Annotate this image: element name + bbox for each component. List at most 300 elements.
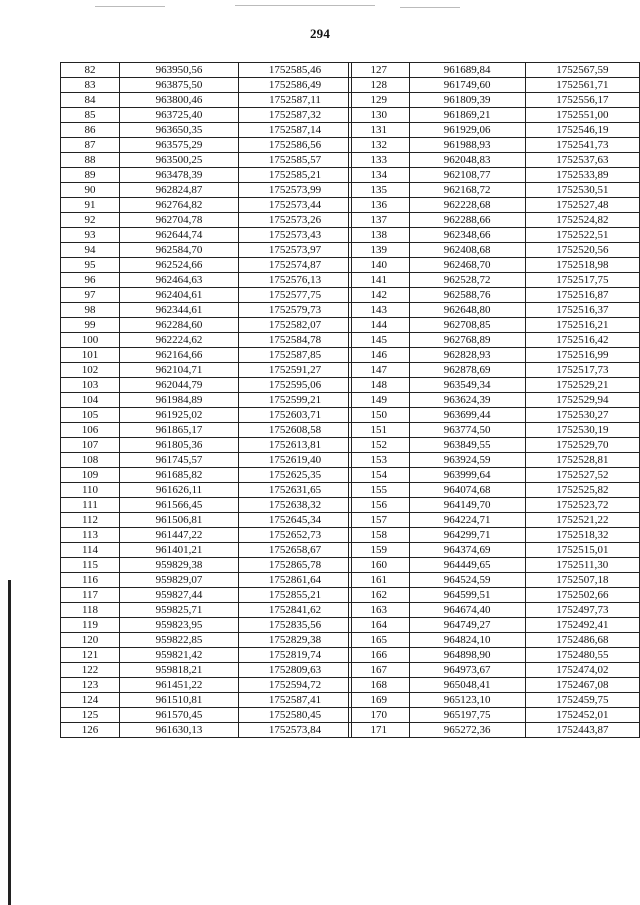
point-number-cell: 156 bbox=[349, 498, 410, 513]
table-row bbox=[349, 258, 640, 273]
table-row bbox=[61, 618, 352, 633]
y-coordinate-cell: 1752587,32 bbox=[239, 108, 352, 123]
table-row bbox=[61, 273, 352, 288]
y-coordinate-cell: 1752516,42 bbox=[525, 333, 639, 348]
x-coordinate-cell: 961630,13 bbox=[120, 723, 239, 738]
x-coordinate-cell: 961510,81 bbox=[120, 693, 239, 708]
y-coordinate-cell: 1752594,72 bbox=[239, 678, 352, 693]
point-number-cell: 135 bbox=[349, 183, 410, 198]
table-row bbox=[61, 408, 352, 423]
table-row bbox=[349, 153, 640, 168]
point-number-cell: 140 bbox=[349, 258, 410, 273]
x-coordinate-cell: 961451,22 bbox=[120, 678, 239, 693]
y-coordinate-cell: 1752577,75 bbox=[239, 288, 352, 303]
table-row bbox=[61, 378, 352, 393]
scan-artifact bbox=[95, 6, 165, 7]
table-row bbox=[349, 243, 640, 258]
x-coordinate-cell: 962768,89 bbox=[409, 333, 525, 348]
point-number-cell: 86 bbox=[61, 123, 120, 138]
y-coordinate-cell: 1752587,85 bbox=[239, 348, 352, 363]
point-number-cell: 107 bbox=[61, 438, 120, 453]
table-row bbox=[61, 123, 352, 138]
y-coordinate-cell: 1752599,21 bbox=[239, 393, 352, 408]
x-coordinate-cell: 961745,57 bbox=[120, 453, 239, 468]
table-row bbox=[349, 423, 640, 438]
scan-artifact bbox=[235, 5, 375, 6]
point-number-cell: 136 bbox=[349, 198, 410, 213]
x-coordinate-cell: 961401,21 bbox=[120, 543, 239, 558]
point-number-cell: 163 bbox=[349, 603, 410, 618]
table-row bbox=[61, 348, 352, 363]
x-coordinate-cell: 959822,85 bbox=[120, 633, 239, 648]
table-row bbox=[349, 213, 640, 228]
point-number-cell: 144 bbox=[349, 318, 410, 333]
y-coordinate-cell: 1752561,71 bbox=[525, 78, 639, 93]
x-coordinate-cell: 962404,61 bbox=[120, 288, 239, 303]
point-number-cell: 138 bbox=[349, 228, 410, 243]
point-number-cell: 151 bbox=[349, 423, 410, 438]
table-row bbox=[61, 558, 352, 573]
table-row bbox=[61, 453, 352, 468]
scan-edge-line bbox=[8, 580, 11, 905]
x-coordinate-cell: 964149,70 bbox=[409, 498, 525, 513]
table-row bbox=[61, 693, 352, 708]
table-row bbox=[61, 108, 352, 123]
table-row bbox=[349, 558, 640, 573]
x-coordinate-cell: 963774,50 bbox=[409, 423, 525, 438]
point-number-cell: 137 bbox=[349, 213, 410, 228]
table-row bbox=[349, 633, 640, 648]
y-coordinate-cell: 1752516,21 bbox=[525, 318, 639, 333]
point-number-cell: 108 bbox=[61, 453, 120, 468]
point-number-cell: 117 bbox=[61, 588, 120, 603]
point-number-cell: 158 bbox=[349, 528, 410, 543]
x-coordinate-cell: 962104,71 bbox=[120, 363, 239, 378]
point-number-cell: 153 bbox=[349, 453, 410, 468]
point-number-cell: 157 bbox=[349, 513, 410, 528]
table-row bbox=[61, 213, 352, 228]
table-row bbox=[61, 663, 352, 678]
x-coordinate-cell: 962224,62 bbox=[120, 333, 239, 348]
table-row bbox=[349, 453, 640, 468]
point-number-cell: 89 bbox=[61, 168, 120, 183]
x-coordinate-cell: 964299,71 bbox=[409, 528, 525, 543]
x-coordinate-cell: 964824,10 bbox=[409, 633, 525, 648]
x-coordinate-cell: 961447,22 bbox=[120, 528, 239, 543]
point-number-cell: 92 bbox=[61, 213, 120, 228]
point-number-cell: 131 bbox=[349, 123, 410, 138]
y-coordinate-cell: 1752608,58 bbox=[239, 423, 352, 438]
y-coordinate-cell: 1752551,00 bbox=[525, 108, 639, 123]
y-coordinate-cell: 1752573,26 bbox=[239, 213, 352, 228]
x-coordinate-cell: 961929,06 bbox=[409, 123, 525, 138]
y-coordinate-cell: 1752480,55 bbox=[525, 648, 639, 663]
x-coordinate-cell: 962588,76 bbox=[409, 288, 525, 303]
table-row bbox=[349, 63, 640, 78]
table-row bbox=[61, 423, 352, 438]
y-coordinate-cell: 1752523,72 bbox=[525, 498, 639, 513]
table-row bbox=[61, 153, 352, 168]
x-coordinate-cell: 965123,10 bbox=[409, 693, 525, 708]
table-row bbox=[61, 393, 352, 408]
x-coordinate-cell: 963924,59 bbox=[409, 453, 525, 468]
coordinates-table-left bbox=[60, 62, 352, 738]
y-coordinate-cell: 1752638,32 bbox=[239, 498, 352, 513]
point-number-cell: 87 bbox=[61, 138, 120, 153]
point-number-cell: 124 bbox=[61, 693, 120, 708]
x-coordinate-cell: 961809,39 bbox=[409, 93, 525, 108]
y-coordinate-cell: 1752591,27 bbox=[239, 363, 352, 378]
x-coordinate-cell: 962164,66 bbox=[120, 348, 239, 363]
point-number-cell: 97 bbox=[61, 288, 120, 303]
table-row bbox=[349, 318, 640, 333]
y-coordinate-cell: 1752459,75 bbox=[525, 693, 639, 708]
point-number-cell: 85 bbox=[61, 108, 120, 123]
table-row bbox=[349, 183, 640, 198]
x-coordinate-cell: 964374,69 bbox=[409, 543, 525, 558]
x-coordinate-cell: 964973,67 bbox=[409, 663, 525, 678]
y-coordinate-cell: 1752517,73 bbox=[525, 363, 639, 378]
x-coordinate-cell: 962044,79 bbox=[120, 378, 239, 393]
point-number-cell: 130 bbox=[349, 108, 410, 123]
table-row bbox=[61, 543, 352, 558]
point-number-cell: 120 bbox=[61, 633, 120, 648]
table-row bbox=[349, 108, 640, 123]
page-number: 294 bbox=[309, 26, 331, 41]
point-number-cell: 128 bbox=[349, 78, 410, 93]
x-coordinate-cell: 962764,82 bbox=[120, 198, 239, 213]
y-coordinate-cell: 1752587,14 bbox=[239, 123, 352, 138]
point-number-cell: 162 bbox=[349, 588, 410, 603]
y-coordinate-cell: 1752587,11 bbox=[239, 93, 352, 108]
point-number-cell: 91 bbox=[61, 198, 120, 213]
point-number-cell: 132 bbox=[349, 138, 410, 153]
x-coordinate-cell: 961685,82 bbox=[120, 468, 239, 483]
point-number-cell: 161 bbox=[349, 573, 410, 588]
x-coordinate-cell: 961988,93 bbox=[409, 138, 525, 153]
x-coordinate-cell: 961805,36 bbox=[120, 438, 239, 453]
x-coordinate-cell: 964749,27 bbox=[409, 618, 525, 633]
table-row bbox=[61, 528, 352, 543]
x-coordinate-cell: 963500,25 bbox=[120, 153, 239, 168]
point-number-cell: 141 bbox=[349, 273, 410, 288]
table-row bbox=[349, 708, 640, 723]
table-row bbox=[61, 648, 352, 663]
point-number-cell: 100 bbox=[61, 333, 120, 348]
table-row bbox=[349, 528, 640, 543]
x-coordinate-cell: 963478,39 bbox=[120, 168, 239, 183]
x-coordinate-cell: 961689,84 bbox=[409, 63, 525, 78]
table-row bbox=[61, 333, 352, 348]
x-coordinate-cell: 961566,45 bbox=[120, 498, 239, 513]
table-row bbox=[349, 378, 640, 393]
y-coordinate-cell: 1752497,73 bbox=[525, 603, 639, 618]
table-row bbox=[349, 603, 640, 618]
point-number-cell: 127 bbox=[349, 63, 410, 78]
table-row bbox=[61, 78, 352, 93]
table-row bbox=[349, 468, 640, 483]
x-coordinate-cell: 961869,21 bbox=[409, 108, 525, 123]
table-row bbox=[61, 468, 352, 483]
table-row bbox=[61, 633, 352, 648]
y-coordinate-cell: 1752587,41 bbox=[239, 693, 352, 708]
x-coordinate-cell: 963849,55 bbox=[409, 438, 525, 453]
point-number-cell: 155 bbox=[349, 483, 410, 498]
y-coordinate-cell: 1752573,84 bbox=[239, 723, 352, 738]
point-number-cell: 145 bbox=[349, 333, 410, 348]
y-coordinate-cell: 1752529,94 bbox=[525, 393, 639, 408]
x-coordinate-cell: 963650,35 bbox=[120, 123, 239, 138]
table-row bbox=[349, 138, 640, 153]
x-coordinate-cell: 963875,50 bbox=[120, 78, 239, 93]
y-coordinate-cell: 1752443,87 bbox=[525, 723, 639, 738]
x-coordinate-cell: 962348,66 bbox=[409, 228, 525, 243]
x-coordinate-cell: 962408,68 bbox=[409, 243, 525, 258]
point-number-cell: 159 bbox=[349, 543, 410, 558]
y-coordinate-cell: 1752527,48 bbox=[525, 198, 639, 213]
y-coordinate-cell: 1752585,46 bbox=[239, 63, 352, 78]
x-coordinate-cell: 961749,60 bbox=[409, 78, 525, 93]
y-coordinate-cell: 1752603,71 bbox=[239, 408, 352, 423]
table-row bbox=[61, 363, 352, 378]
point-number-cell: 160 bbox=[349, 558, 410, 573]
y-coordinate-cell: 1752631,65 bbox=[239, 483, 352, 498]
point-number-cell: 95 bbox=[61, 258, 120, 273]
x-coordinate-cell: 962344,61 bbox=[120, 303, 239, 318]
table-row bbox=[349, 333, 640, 348]
point-number-cell: 148 bbox=[349, 378, 410, 393]
y-coordinate-cell: 1752474,02 bbox=[525, 663, 639, 678]
y-coordinate-cell: 1752507,18 bbox=[525, 573, 639, 588]
table-row bbox=[61, 723, 352, 738]
table-row bbox=[349, 543, 640, 558]
point-number-cell: 125 bbox=[61, 708, 120, 723]
table-row bbox=[349, 93, 640, 108]
point-number-cell: 111 bbox=[61, 498, 120, 513]
table-row bbox=[61, 678, 352, 693]
y-coordinate-cell: 1752525,82 bbox=[525, 483, 639, 498]
table-row bbox=[61, 303, 352, 318]
scan-artifact bbox=[400, 7, 460, 8]
x-coordinate-cell: 961626,11 bbox=[120, 483, 239, 498]
point-number-cell: 129 bbox=[349, 93, 410, 108]
table-row bbox=[349, 198, 640, 213]
table-row bbox=[349, 498, 640, 513]
table-row bbox=[349, 438, 640, 453]
x-coordinate-cell: 962824,87 bbox=[120, 183, 239, 198]
point-number-cell: 104 bbox=[61, 393, 120, 408]
table-row bbox=[61, 483, 352, 498]
y-coordinate-cell: 1752529,21 bbox=[525, 378, 639, 393]
point-number-cell: 149 bbox=[349, 393, 410, 408]
y-coordinate-cell: 1752517,75 bbox=[525, 273, 639, 288]
table-row bbox=[349, 348, 640, 363]
table-row bbox=[61, 573, 352, 588]
y-coordinate-cell: 1752527,52 bbox=[525, 468, 639, 483]
point-number-cell: 150 bbox=[349, 408, 410, 423]
y-coordinate-cell: 1752573,97 bbox=[239, 243, 352, 258]
y-coordinate-cell: 1752486,68 bbox=[525, 633, 639, 648]
point-number-cell: 154 bbox=[349, 468, 410, 483]
point-number-cell: 122 bbox=[61, 663, 120, 678]
point-number-cell: 90 bbox=[61, 183, 120, 198]
table-row bbox=[61, 228, 352, 243]
point-number-cell: 112 bbox=[61, 513, 120, 528]
y-coordinate-cell: 1752573,99 bbox=[239, 183, 352, 198]
table-row bbox=[61, 138, 352, 153]
x-coordinate-cell: 962288,66 bbox=[409, 213, 525, 228]
table-row bbox=[349, 573, 640, 588]
y-coordinate-cell: 1752580,45 bbox=[239, 708, 352, 723]
x-coordinate-cell: 963800,46 bbox=[120, 93, 239, 108]
point-number-cell: 170 bbox=[349, 708, 410, 723]
y-coordinate-cell: 1752619,40 bbox=[239, 453, 352, 468]
table-row bbox=[61, 588, 352, 603]
point-number-cell: 152 bbox=[349, 438, 410, 453]
point-number-cell: 105 bbox=[61, 408, 120, 423]
x-coordinate-cell: 963624,39 bbox=[409, 393, 525, 408]
table-row bbox=[61, 198, 352, 213]
x-coordinate-cell: 964599,51 bbox=[409, 588, 525, 603]
x-coordinate-cell: 961506,81 bbox=[120, 513, 239, 528]
point-number-cell: 84 bbox=[61, 93, 120, 108]
x-coordinate-cell: 959827,44 bbox=[120, 588, 239, 603]
point-number-cell: 114 bbox=[61, 543, 120, 558]
y-coordinate-cell: 1752567,59 bbox=[525, 63, 639, 78]
y-coordinate-cell: 1752467,08 bbox=[525, 678, 639, 693]
x-coordinate-cell: 962878,69 bbox=[409, 363, 525, 378]
y-coordinate-cell: 1752515,01 bbox=[525, 543, 639, 558]
y-coordinate-cell: 1752576,13 bbox=[239, 273, 352, 288]
x-coordinate-cell: 962524,66 bbox=[120, 258, 239, 273]
point-number-cell: 109 bbox=[61, 468, 120, 483]
point-number-cell: 82 bbox=[61, 63, 120, 78]
table-row bbox=[349, 303, 640, 318]
x-coordinate-cell: 964074,68 bbox=[409, 483, 525, 498]
point-number-cell: 121 bbox=[61, 648, 120, 663]
x-coordinate-cell: 961865,17 bbox=[120, 423, 239, 438]
table-row bbox=[61, 603, 352, 618]
x-coordinate-cell: 963549,34 bbox=[409, 378, 525, 393]
x-coordinate-cell: 963699,44 bbox=[409, 408, 525, 423]
x-coordinate-cell: 962464,63 bbox=[120, 273, 239, 288]
x-coordinate-cell: 959818,21 bbox=[120, 663, 239, 678]
point-number-cell: 96 bbox=[61, 273, 120, 288]
point-number-cell: 110 bbox=[61, 483, 120, 498]
y-coordinate-cell: 1752819,74 bbox=[239, 648, 352, 663]
y-coordinate-cell: 1752584,78 bbox=[239, 333, 352, 348]
table-row bbox=[61, 498, 352, 513]
y-coordinate-cell: 1752521,22 bbox=[525, 513, 639, 528]
table-row bbox=[349, 273, 640, 288]
x-coordinate-cell: 965048,41 bbox=[409, 678, 525, 693]
y-coordinate-cell: 1752585,21 bbox=[239, 168, 352, 183]
table-row bbox=[349, 618, 640, 633]
y-coordinate-cell: 1752520,56 bbox=[525, 243, 639, 258]
x-coordinate-cell: 963950,56 bbox=[120, 63, 239, 78]
x-coordinate-cell: 962284,60 bbox=[120, 318, 239, 333]
table-row bbox=[61, 708, 352, 723]
table-row bbox=[61, 183, 352, 198]
y-coordinate-cell: 1752573,43 bbox=[239, 228, 352, 243]
x-coordinate-cell: 962704,78 bbox=[120, 213, 239, 228]
x-coordinate-cell: 962708,85 bbox=[409, 318, 525, 333]
y-coordinate-cell: 1752502,66 bbox=[525, 588, 639, 603]
y-coordinate-cell: 1752625,35 bbox=[239, 468, 352, 483]
x-coordinate-cell: 962048,83 bbox=[409, 153, 525, 168]
y-coordinate-cell: 1752530,19 bbox=[525, 423, 639, 438]
point-number-cell: 143 bbox=[349, 303, 410, 318]
y-coordinate-cell: 1752452,01 bbox=[525, 708, 639, 723]
point-number-cell: 166 bbox=[349, 648, 410, 663]
y-coordinate-cell: 1752809,63 bbox=[239, 663, 352, 678]
table-row bbox=[349, 393, 640, 408]
y-coordinate-cell: 1752541,73 bbox=[525, 138, 639, 153]
point-number-cell: 147 bbox=[349, 363, 410, 378]
table-row bbox=[349, 288, 640, 303]
point-number-cell: 142 bbox=[349, 288, 410, 303]
point-number-cell: 119 bbox=[61, 618, 120, 633]
table-row bbox=[349, 723, 640, 738]
point-number-cell: 93 bbox=[61, 228, 120, 243]
y-coordinate-cell: 1752529,70 bbox=[525, 438, 639, 453]
y-coordinate-cell: 1752546,19 bbox=[525, 123, 639, 138]
table-row bbox=[349, 483, 640, 498]
y-coordinate-cell: 1752855,21 bbox=[239, 588, 352, 603]
point-number-cell: 113 bbox=[61, 528, 120, 543]
x-coordinate-cell: 961925,02 bbox=[120, 408, 239, 423]
y-coordinate-cell: 1752530,51 bbox=[525, 183, 639, 198]
x-coordinate-cell: 961570,45 bbox=[120, 708, 239, 723]
table-row bbox=[349, 78, 640, 93]
y-coordinate-cell: 1752613,81 bbox=[239, 438, 352, 453]
x-coordinate-cell: 959823,95 bbox=[120, 618, 239, 633]
y-coordinate-cell: 1752573,44 bbox=[239, 198, 352, 213]
x-coordinate-cell: 963575,29 bbox=[120, 138, 239, 153]
point-number-cell: 139 bbox=[349, 243, 410, 258]
y-coordinate-cell: 1752645,34 bbox=[239, 513, 352, 528]
y-coordinate-cell: 1752516,99 bbox=[525, 348, 639, 363]
x-coordinate-cell: 961984,89 bbox=[120, 393, 239, 408]
y-coordinate-cell: 1752528,81 bbox=[525, 453, 639, 468]
point-number-cell: 169 bbox=[349, 693, 410, 708]
table-row bbox=[349, 648, 640, 663]
table-row bbox=[61, 318, 352, 333]
point-number-cell: 106 bbox=[61, 423, 120, 438]
y-coordinate-cell: 1752861,64 bbox=[239, 573, 352, 588]
x-coordinate-cell: 965272,36 bbox=[409, 723, 525, 738]
table-row bbox=[349, 663, 640, 678]
point-number-cell: 98 bbox=[61, 303, 120, 318]
y-coordinate-cell: 1752835,56 bbox=[239, 618, 352, 633]
x-coordinate-cell: 962168,72 bbox=[409, 183, 525, 198]
point-number-cell: 83 bbox=[61, 78, 120, 93]
table-row bbox=[61, 513, 352, 528]
table-row bbox=[61, 93, 352, 108]
y-coordinate-cell: 1752537,63 bbox=[525, 153, 639, 168]
y-coordinate-cell: 1752652,73 bbox=[239, 528, 352, 543]
table-row bbox=[349, 123, 640, 138]
x-coordinate-cell: 959829,07 bbox=[120, 573, 239, 588]
x-coordinate-cell: 962648,80 bbox=[409, 303, 525, 318]
x-coordinate-cell: 964524,59 bbox=[409, 573, 525, 588]
point-number-cell: 116 bbox=[61, 573, 120, 588]
x-coordinate-cell: 963999,64 bbox=[409, 468, 525, 483]
point-number-cell: 101 bbox=[61, 348, 120, 363]
table-row bbox=[61, 243, 352, 258]
table-row bbox=[61, 438, 352, 453]
y-coordinate-cell: 1752492,41 bbox=[525, 618, 639, 633]
